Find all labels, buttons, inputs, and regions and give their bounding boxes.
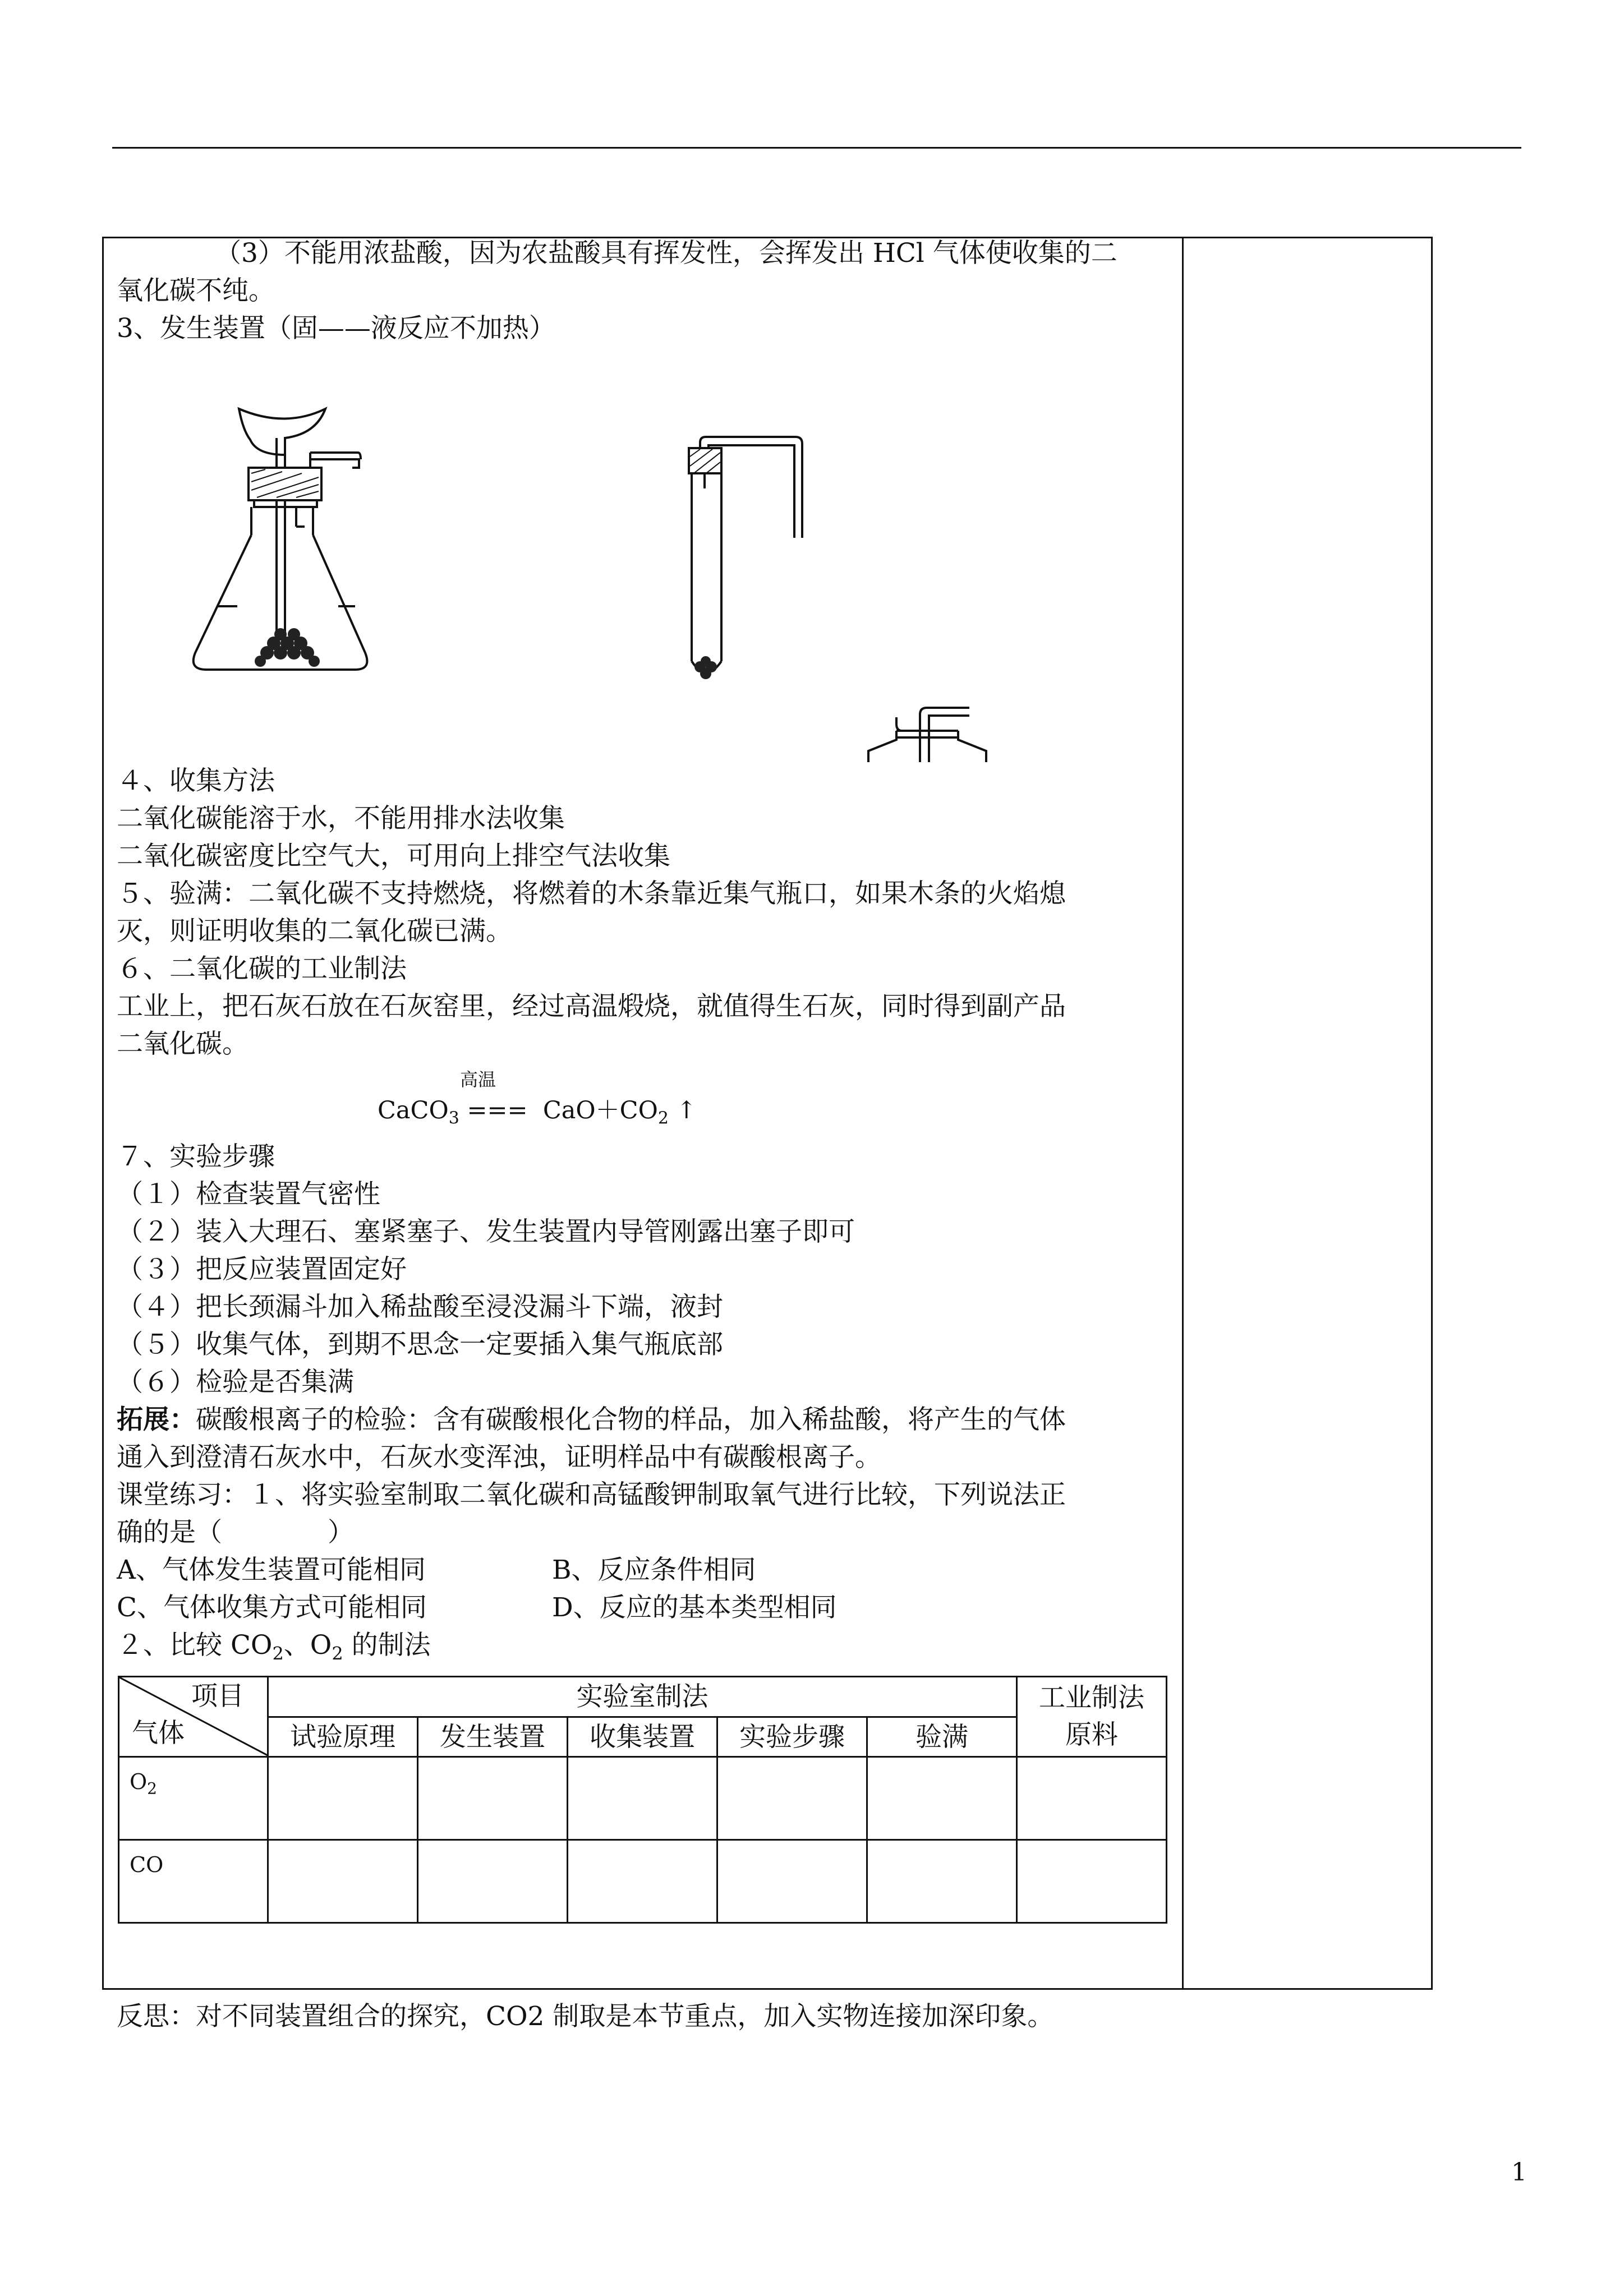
table-corner-cell — [119, 1677, 268, 1757]
subscript: 2 — [332, 1643, 343, 1665]
question-text: 的制法 — [343, 1630, 431, 1661]
industry-header — [1017, 1677, 1167, 1757]
test-tube-solids — [694, 656, 717, 679]
notes-column-frame — [1182, 237, 1433, 1990]
exercise-question: 课堂练习：１、将实验室制取二氧化碳和高锰酸钾制取氧气进行比较，下列说法正 — [117, 1479, 1066, 1510]
choice-row — [117, 1551, 1171, 1589]
paragraph: 通入到澄清石灰水中，石灰水变浑浊，证明样品中有碳酸根离子。 — [117, 1442, 881, 1473]
subheader-collection: 收集装置 — [568, 1717, 717, 1757]
equation-body — [378, 1092, 697, 1137]
table-cell — [268, 1840, 418, 1923]
section-heading: ７、实验步骤 — [117, 1141, 275, 1172]
subheader-steps: 实验步骤 — [717, 1717, 867, 1757]
paragraph: 氧化碳不纯。 — [117, 275, 275, 306]
step-item: （３）把反应装置固定好 — [117, 1254, 407, 1285]
paragraph: ５、验满：二氧化碳不支持燃烧，将燃着的木条靠近集气瓶口，如果木条的火焰熄 — [117, 878, 1066, 909]
table-cell — [568, 1840, 717, 1923]
table-cell — [418, 1840, 568, 1923]
gas-arrow: ↑ — [668, 1096, 697, 1124]
table-cell — [867, 1757, 1017, 1840]
table-cell — [568, 1757, 717, 1840]
table-cell — [1017, 1840, 1167, 1923]
subheader-principle: 试验原理 — [268, 1717, 418, 1757]
table-cell — [867, 1840, 1017, 1923]
chemical-equation — [117, 1063, 1171, 1138]
paragraph: （3）不能用浓盐酸，因为农盐酸具有挥发性，会挥发出 HCl 气体使收集的二 — [215, 238, 1117, 269]
exercise-question: 确的是（ ） — [117, 1517, 354, 1548]
section-heading: ６、二氧化碳的工业制法 — [117, 953, 407, 984]
paragraph: 二氧化碳能溶于水，不能用排水法收集 — [117, 803, 565, 834]
paragraph: 工业上，把石灰石放在石灰窑里，经过高温煅烧，就值得生石灰，同时得到副产品 — [117, 991, 1066, 1022]
step-item: （５）收集气体，到期不思念一定要插入集气瓶底部 — [117, 1329, 723, 1360]
step-item: （４）把长颈漏斗加入稀盐酸至浸没漏斗下端，液封 — [117, 1292, 723, 1322]
row-header-o2 — [119, 1757, 268, 1840]
reactant-subscript: 3 — [448, 1108, 459, 1128]
paragraph: 二氧化碳。 — [117, 1029, 249, 1059]
exercise-question — [117, 1626, 1171, 1672]
apparatus-illustration — [117, 347, 1171, 762]
industry-header-line: 工业制法 — [1039, 1682, 1144, 1714]
subscript: 2 — [272, 1643, 284, 1665]
equals-sign: === — [459, 1096, 543, 1124]
reactant: CaCO — [378, 1096, 449, 1124]
table-cell — [1017, 1757, 1167, 1840]
table-cell — [717, 1840, 867, 1923]
section-heading: 3、发生装置（固——液反应不加热） — [117, 313, 555, 344]
section-heading: ４、收集方法 — [117, 766, 275, 796]
test-tube-apparatus — [689, 437, 802, 672]
gas-collection-bottle — [868, 708, 986, 762]
paragraph: 二氧化碳密度比空气大，可用向上排空气法收集 — [117, 841, 670, 872]
step-item: （２）装入大理石、塞紧塞子、发生装置内导管刚露出塞子即可 — [117, 1216, 855, 1247]
question-text: ２、比较 CO — [117, 1630, 273, 1661]
comparison-table — [118, 1676, 1167, 1924]
reflection-text: 反思：对不同装置组合的探究，CO2 制取是本节重点，加入实物连接加深印象。 — [117, 2001, 1054, 2032]
reaction-condition: 高温 — [460, 1069, 496, 1090]
corner-gas-label: 气体 — [132, 1718, 185, 1749]
choice-row — [117, 1589, 1171, 1626]
extension-paragraph — [117, 1401, 1171, 1439]
option-a: A、气体发生装置可能相同 — [117, 1555, 426, 1585]
question-text: 、O — [283, 1630, 332, 1661]
product-subscript: 2 — [657, 1108, 669, 1128]
products: CaO＋CO — [542, 1096, 658, 1124]
header-rule — [112, 147, 1521, 149]
apparatus-diagrams — [117, 347, 1171, 762]
table-cell — [717, 1757, 867, 1840]
row-header-co: CO — [119, 1840, 268, 1923]
extension-label: 拓展： — [117, 1404, 196, 1435]
corner-item-label: 项目 — [191, 1681, 244, 1712]
option-d: D、反应的基本类型相同 — [552, 1592, 837, 1623]
lab-method-header: 实验室制法 — [268, 1677, 1017, 1717]
subheader-test-full: 验满 — [867, 1717, 1017, 1757]
row-header-subscript: 2 — [147, 1779, 157, 1798]
row-header-text: O — [130, 1769, 148, 1795]
subheader-apparatus: 发生装置 — [418, 1717, 568, 1757]
extension-text: 碳酸根离子的检验：含有碳酸根化合物的样品，加入稀盐酸，将产生的气体 — [196, 1404, 1066, 1435]
industry-header-line: 原料 — [1065, 1719, 1118, 1751]
paragraph: 灭，则证明收集的二氧化碳已满。 — [117, 916, 512, 947]
table-cell — [418, 1757, 568, 1840]
page-number: 1 — [1511, 2158, 1527, 2187]
marble-chips — [255, 628, 320, 667]
step-item: （１）检查装置气密性 — [117, 1179, 380, 1210]
option-b: B、反应条件相同 — [552, 1555, 756, 1585]
step-item: （６）检验是否集满 — [117, 1367, 354, 1398]
table-cell — [268, 1757, 418, 1840]
main-content — [117, 234, 1171, 1924]
option-c: C、气体收集方式可能相同 — [117, 1592, 427, 1623]
